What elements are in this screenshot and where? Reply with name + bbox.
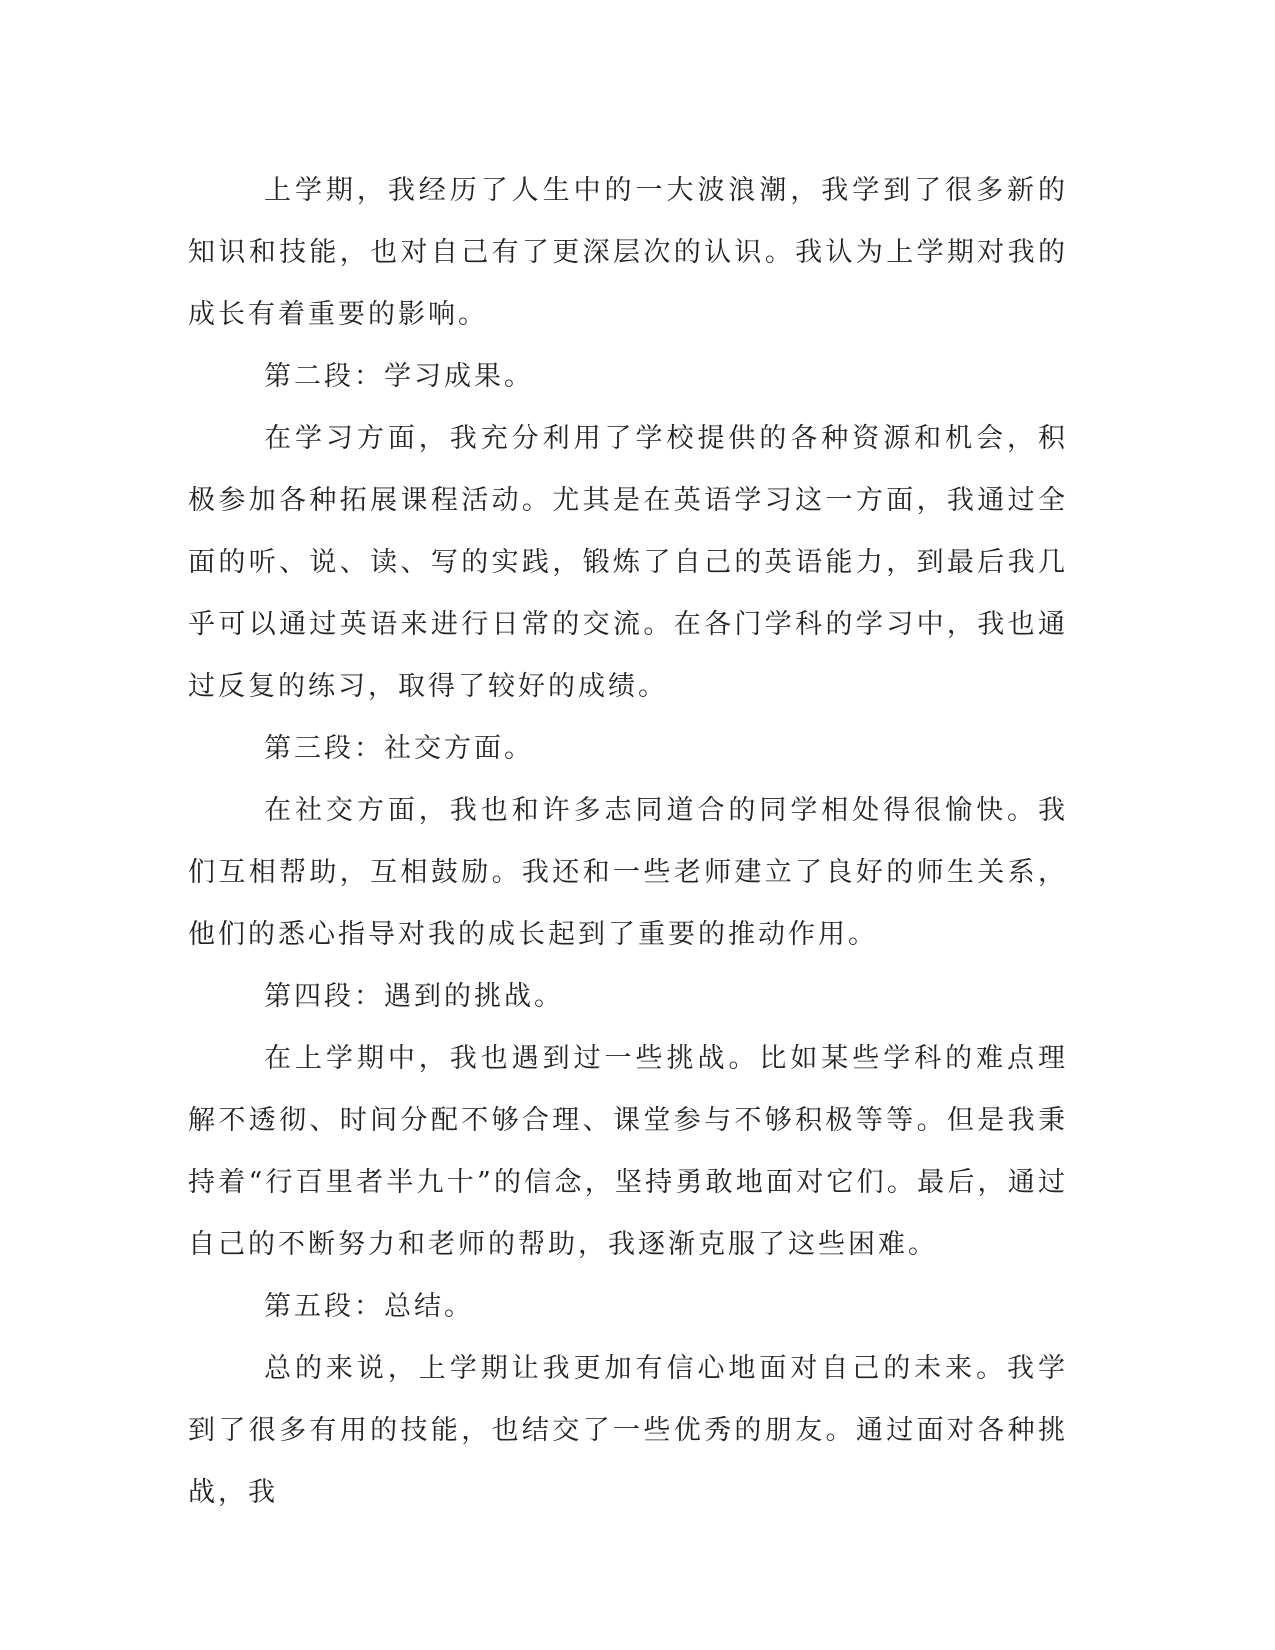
paragraph-study: 在学习方面，我充分利用了学校提供的各种资源和机会，积极参加各种拓展课程活动。尤其是在英语学习这一方面，我通过全面的听、说、读、写的实践，锻炼了自己的英语能力，到最后我几乎可以通过英语来进行日常的交流。在各门学科的学习中，我也通过反复的练习，取得了较好的成绩。 — [188, 423, 1068, 702]
section-heading-2: 第二段：学习成果。 — [264, 361, 534, 392]
paragraph-intro: 上学期，我经历了人生中的一大波浪潮，我学到了很多新的知识和技能，也对自己有了更深层次的认识。我认为上学期对我的成长有着重要的影响。 — [188, 175, 1068, 330]
document-body — [188, 160, 1068, 1524]
paragraph-challenges: 在上学期中，我也遇到过一些挑战。比如某些学科的难点理解不透彻、时间分配不够合理、课堂参与不够积极等等。但是我秉持着“行百里者半九十”的信念，坚持勇敢地面对它们。最后，通过自己的不断努力和老师的帮助，我逐渐克服了这些困难。 — [188, 1043, 1068, 1260]
paragraph-social: 在社交方面，我也和许多志同道合的同学相处得很愉快。我们互相帮助，互相鼓励。我还和一些老师建立了良好的师生关系，他们的悉心指导对我的成长起到了重要的推动作用。 — [188, 795, 1068, 950]
section-heading-4: 第四段：遇到的挑战。 — [264, 981, 564, 1012]
section-heading-5: 第五段：总结。 — [264, 1291, 474, 1322]
section-heading-3: 第三段：社交方面。 — [264, 733, 534, 764]
paragraph-summary: 总的来说，上学期让我更加有信心地面对自己的未来。我学到了很多有用的技能，也结交了一些优秀的朋友。通过面对各种挑战，我 — [188, 1353, 1068, 1508]
